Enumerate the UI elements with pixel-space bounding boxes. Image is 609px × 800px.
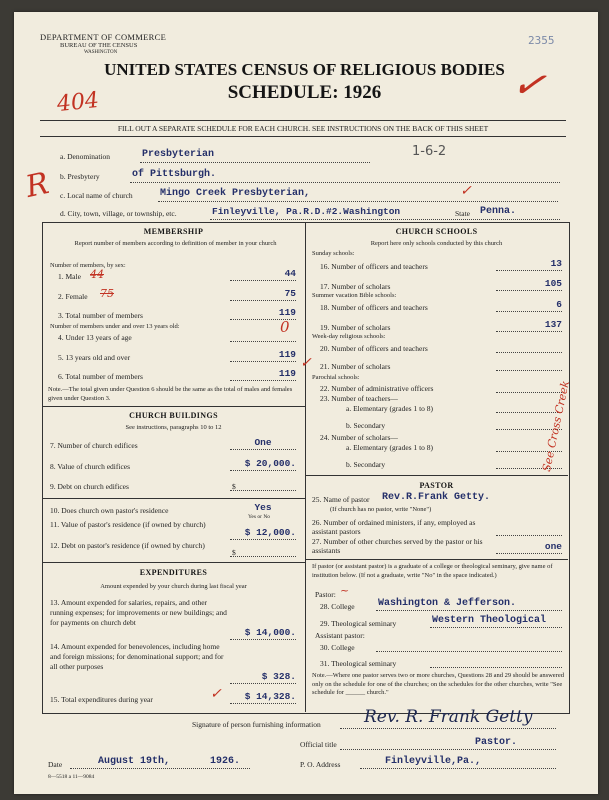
local-name-label: c. Local name of church <box>60 191 133 200</box>
date-line <box>70 768 250 769</box>
signature-label: Signature of person furnishing information <box>192 720 321 729</box>
edifices-debt-label: 9. Debt on church edifices <box>50 482 129 491</box>
instruction-bar: FILL OUT A SEPARATE SCHEDULE FOR EACH CHURCH. SEE INSTRUCTIONS ON THE BACK OF THIS SHEET <box>40 120 566 137</box>
date-value: August 19th, <box>98 756 171 767</box>
edifices-debt-value: $ <box>232 482 236 491</box>
signature-line <box>340 728 556 729</box>
weekday-scholars-line <box>496 370 562 371</box>
residence-value: Yes <box>254 502 272 513</box>
weekday-scholars-label: 21. Number of scholars <box>320 362 391 371</box>
male-line <box>230 280 296 281</box>
date-label: Date <box>48 760 63 769</box>
under-13-label: 4. Under 13 years of age <box>58 333 132 342</box>
residence-debt-line <box>230 556 296 557</box>
summer-teachers-label: 18. Number of officers and teachers <box>320 303 428 312</box>
form-code: 8—5518 a 11—9084 <box>48 774 95 780</box>
benevolences-line <box>230 683 296 684</box>
summer-scholars-value: 137 <box>544 319 562 330</box>
pastor-divider <box>305 475 568 476</box>
residence-debt-value: $ <box>232 548 236 557</box>
pastor-none-note: (If church has no pastor, write "None") <box>330 506 432 513</box>
other-churches-label: 27. Number of other churches served by the pastor or his assistants <box>312 537 483 555</box>
summer-scholars-line <box>496 331 562 332</box>
residence-value-line <box>230 539 296 540</box>
state-value: Penna. <box>480 206 517 217</box>
parochial-scholars-secondary-label: b. Secondary <box>346 460 386 469</box>
edifices-debt-line <box>230 490 296 491</box>
male-value: 44 <box>284 268 296 279</box>
weekday-teachers-label: 20. Number of officers and teachers <box>320 344 428 353</box>
assistant-ministers-line <box>496 535 562 536</box>
assistant-pastor-label: Assistant pastor: <box>315 631 365 640</box>
over-13-label: 5. 13 years old and over <box>58 353 131 362</box>
residence-divider <box>42 498 305 499</box>
sunday-teachers-value: 13 <box>550 258 562 269</box>
red-r-mark-icon: R <box>22 166 52 205</box>
female-struck-value: 75 <box>100 287 114 300</box>
signature-value: Rev. R. Frank Getty <box>364 707 533 727</box>
college-line <box>376 610 562 611</box>
membership-note: Note.—The total given under Question 6 should be the same as the total of males and females given under Question 3. <box>48 386 293 402</box>
male-struck-value: 44 <box>90 268 104 281</box>
total-expenditures-line <box>230 703 296 704</box>
residence-value-label: 11. Value of pastor's residence (if owned by church) <box>50 520 206 529</box>
residence-value-amount: $ 12,000. <box>244 527 296 538</box>
address-label: P. O. Address <box>300 760 341 769</box>
seminary2-line <box>430 667 562 668</box>
total-members-value: 119 <box>278 307 296 318</box>
sunday-label: Sunday schools: <box>312 250 355 257</box>
red-dash-icon: ~ <box>340 584 350 597</box>
parochial-teachers-elementary-label: a. Elementary (grades 1 to 8) <box>346 404 434 413</box>
benevolences-label: 14. Amount expended for benevolences, including home and foreign missions; for denominational support; and for all other purposes <box>50 642 224 671</box>
buildings-heading: CHURCH BUILDINGS <box>129 411 218 420</box>
local-name-line <box>158 201 558 202</box>
college2-line <box>376 651 562 652</box>
over-13-value: 119 <box>278 349 296 360</box>
parochial-scholars-label: 24. Number of scholars— <box>320 433 398 442</box>
running-expenses-value: $ 14,000. <box>244 627 296 638</box>
other-churches-line <box>496 553 562 554</box>
residence-label: 10. Does church own pastor's residence <box>50 506 169 515</box>
weekday-label: Week-day religious schools: <box>312 333 386 340</box>
seminary-label: 29. Theological seminary <box>320 619 397 628</box>
assistant-ministers-label: 26. Number of ordained ministers, if any, employed as assistant pastors <box>312 518 476 536</box>
total-members-label: 3. Total number of members <box>58 311 143 320</box>
red-tick-icon: ✓ <box>460 183 472 199</box>
summer-teachers-value: 6 <box>556 299 562 310</box>
official-title-value: Pastor. <box>475 737 518 748</box>
red-tick-icon: ✓ <box>300 355 312 371</box>
schedule-title: SCHEDULE: 1926 <box>227 82 382 103</box>
seminary2-label: 31. Theological seminary <box>320 659 397 668</box>
parochial-teachers-label: 23. Number of teachers— <box>320 394 398 403</box>
seminary-value: Western Theological <box>432 615 547 626</box>
college2-label: 30. College <box>320 643 355 652</box>
city-field-label: d. City, town, village, or township, etc. <box>60 209 177 218</box>
parochial-label: Parochial schools: <box>312 374 360 381</box>
running-expenses-label: 13. Amount expended for salaries, repairs, and other running expenses; for improvements or new buildings; and for payments on church debt <box>50 598 227 627</box>
summer-label: Summer vacation Bible schools: <box>312 292 397 299</box>
residence-debt-label: 12. Debt on pastor's residence (if owned by church) <box>50 541 205 550</box>
expenditures-divider <box>42 562 305 563</box>
state-label: State <box>455 209 470 218</box>
edifices-value: One <box>254 437 272 448</box>
pastor-sub-label: Pastor: <box>315 590 336 599</box>
under-13-value: 0 <box>280 318 290 336</box>
membership-heading: MEMBERSHIP <box>143 227 204 236</box>
edifices-value-amount: $ 20,000. <box>244 458 296 469</box>
city-line <box>210 219 560 220</box>
parochial-scholars-elementary-label: a. Elementary (grades 1 to 8) <box>346 443 434 452</box>
edifices-value-label: 8. Value of church edifices <box>50 462 131 471</box>
red-check-icon: ✓ <box>508 59 550 111</box>
sunday-teachers-label: 16. Number of officers and teachers <box>320 262 428 271</box>
city-label: WASHINGTON <box>84 50 118 55</box>
margin-note: See Cross Creek <box>540 379 572 473</box>
summer-teachers-line <box>496 311 562 312</box>
edifices-value-line <box>230 470 296 471</box>
college-label: 28. College <box>320 602 355 611</box>
total-members-age-value: 119 <box>278 368 296 379</box>
red-file-number: 404 <box>55 87 101 118</box>
edifices-line <box>230 449 296 450</box>
pastor-heading: PASTOR <box>419 481 454 490</box>
under-13-line <box>230 341 296 342</box>
weekday-teachers-line <box>496 352 562 353</box>
yes-no-hint: Yes or No <box>248 514 271 520</box>
benevolences-value: $ 328. <box>261 671 296 682</box>
red-tick-icon: ✓ <box>210 686 222 702</box>
parochial-officers-label: 22. Number of administrative officers <box>320 384 434 393</box>
total-members-age-line <box>230 380 296 381</box>
address-value: Finleyville,Pa., <box>385 756 482 767</box>
form-title: UNITED STATES CENSUS OF RELIGIOUS BODIES <box>104 60 505 79</box>
other-churches-value: one <box>544 541 562 552</box>
by-sex-label: Number of members, by sex: <box>50 262 126 269</box>
college-value: Washington & Jefferson. <box>378 598 517 609</box>
seminary-line <box>430 627 562 628</box>
expenditures-sub: Amount expended by your church during last fiscal year <box>100 583 247 590</box>
denomination-value: Presbyterian <box>142 149 215 160</box>
over-13-line <box>230 361 296 362</box>
presbytery-line <box>130 182 560 183</box>
schools-intro: Report here only schools conducted by this church <box>370 240 503 247</box>
age-intro: Number of members under and over 13 years old: <box>50 323 180 330</box>
parochial-teachers-secondary-label: b. Secondary <box>346 421 386 430</box>
sunday-scholars-label: 17. Number of scholars <box>320 282 391 291</box>
year-value: 1926. <box>210 756 241 767</box>
summer-scholars-label: 19. Number of scholars <box>320 323 391 332</box>
female-value: 75 <box>284 288 296 299</box>
grad-divider <box>305 559 568 560</box>
pastor-name-value: Rev.R.Frank Getty. <box>382 492 491 503</box>
department-label: DEPARTMENT OF COMMERCE <box>40 32 167 42</box>
city-value: Finleyville, Pa.R.D.#2.Washington <box>212 206 401 217</box>
official-title-label: Official title <box>300 740 337 749</box>
sunday-scholars-line <box>496 290 562 291</box>
sunday-teachers-line <box>496 270 562 271</box>
presbytery-value: of Pittsburgh. <box>132 169 217 180</box>
pencil-code: 1-6-2 <box>412 144 447 159</box>
total-expenditures-label: 15. Total expenditures during year <box>50 695 153 704</box>
denomination-label: a. Denomination <box>60 152 110 161</box>
membership-intro: Report number of members according to definition of member in your church <box>74 240 277 247</box>
document-number: 2355 <box>528 34 555 47</box>
schools-heading: CHURCH SCHOOLS <box>395 227 478 236</box>
buildings-divider <box>42 406 305 407</box>
pastor-bottom-note: Note.—Where one pastor serves two or more churches, Questions 28 and 29 should be answered only on the schedule for one of the churches; on the schedules for the other churches, write "See schedule for ______ church." <box>312 672 564 696</box>
presbytery-label: b. Presbytery <box>60 172 100 181</box>
running-expenses-line <box>230 639 296 640</box>
buildings-sub: See instructions, paragraphs 10 to 12 <box>125 424 222 431</box>
female-label: 2. Female <box>58 292 88 301</box>
grad-note: If pastor (or assistant pastor) is a graduate of a college or theological seminary, give name of institution below. (If not a graduate, write "No" in the space indicated.) <box>312 563 553 579</box>
pastor-name-label: 25. Name of pastor <box>312 495 370 504</box>
bureau-label: BUREAU OF THE CENSUS <box>60 42 138 49</box>
total-expenditures-value: $ 14,328. <box>244 691 296 702</box>
official-title-line <box>340 749 556 750</box>
expenditures-heading: EXPENDITURES <box>139 568 208 577</box>
total-members-age-label: 6. Total number of members <box>58 372 143 381</box>
sunday-scholars-value: 105 <box>544 278 562 289</box>
edifices-label: 7. Number of church edifices <box>50 441 138 450</box>
parochial-officers-line <box>496 392 562 393</box>
address-line <box>360 768 556 769</box>
denomination-line <box>140 162 370 163</box>
female-line <box>230 300 296 301</box>
male-label: 1. Male <box>58 272 81 281</box>
local-name-value: Mingo Creek Presbyterian, <box>160 188 311 199</box>
column-divider <box>305 222 306 712</box>
